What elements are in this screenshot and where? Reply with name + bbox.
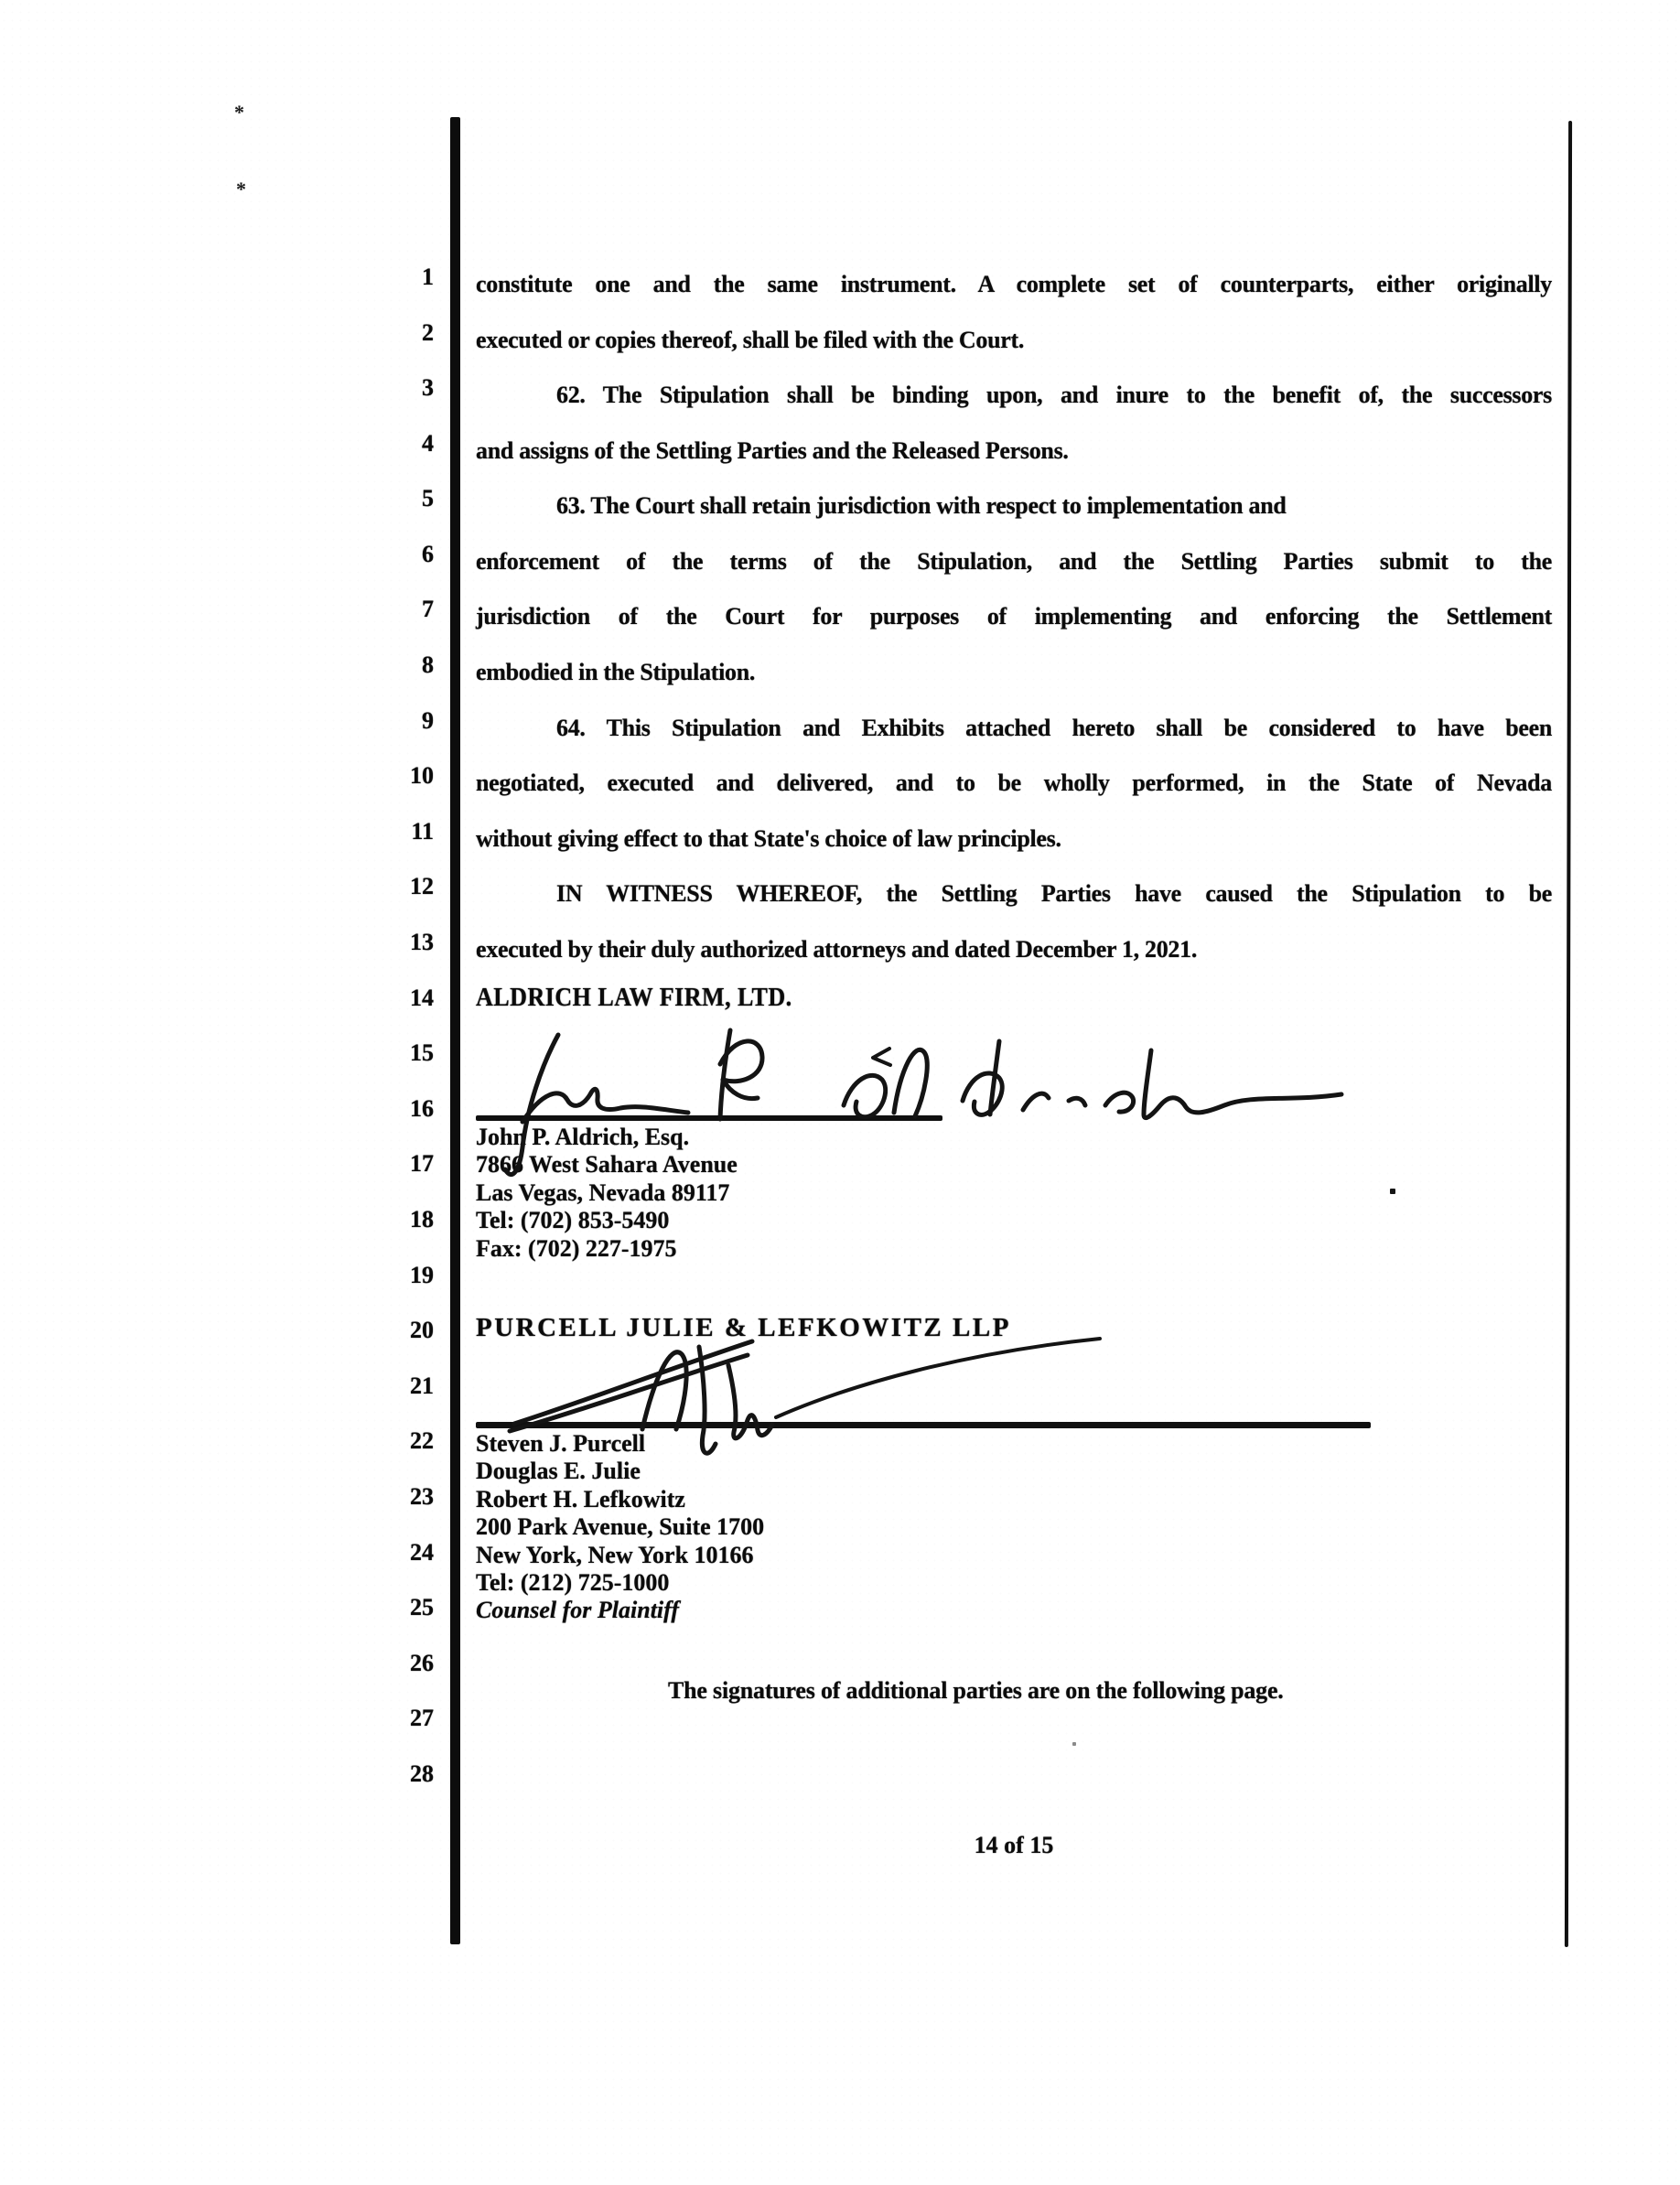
aldrich-fax: Fax: (702) 227-1975 [476, 1234, 677, 1262]
line-number-1: 1 [422, 264, 434, 290]
body-line-3: 62. The Stipulation shall be binding upon, and inure to the benefit of, the successors [556, 382, 1552, 408]
line-number-24: 24 [410, 1539, 434, 1566]
body-line-11: without giving effect to that State's choice of law principles. [476, 825, 1061, 852]
purcell-firm-name: PURCELL JULIE & LEFKOWITZ LLP [476, 1313, 1011, 1342]
line-number-4: 4 [422, 430, 434, 457]
line-number-10: 10 [410, 762, 434, 789]
body-line-13: executed by their duly authorized attorneys and dated December 1, 2021. [476, 936, 1198, 963]
line-number-28: 28 [410, 1760, 434, 1787]
purcell-tel: Tel: (212) 725-1000 [476, 1569, 670, 1597]
body-line-4: and assigns of the Settling Parties and the Released Persons. [476, 437, 1069, 464]
scan-speck [1390, 1189, 1395, 1194]
line-number-5: 5 [422, 485, 434, 511]
body-line-1: constitute one and the same instrument. A complete set of counterparts, either originally [476, 271, 1552, 297]
line-number-25: 25 [410, 1594, 434, 1620]
body-line-8: embodied in the Stipulation. [476, 659, 756, 685]
line-number-23: 23 [410, 1483, 434, 1510]
aldrich-attorney-name: John P. Aldrich, Esq. [476, 1124, 690, 1150]
body-line-9: 64. This Stipulation and Exhibits attached hereto shall be considered to have been [556, 715, 1552, 741]
purcell-attorney-2: Douglas E. Julie [476, 1458, 641, 1485]
line-number-3: 3 [422, 374, 434, 401]
aldrich-city: Las Vegas, Nevada 89117 [476, 1179, 730, 1206]
line-number-7: 7 [422, 596, 434, 622]
purcell-street: 200 Park Avenue, Suite 1700 [476, 1513, 765, 1541]
line-number-20: 20 [410, 1317, 434, 1343]
line-number-11: 11 [411, 818, 434, 845]
line-number-12: 12 [410, 873, 434, 899]
left-margin-rule [450, 117, 460, 1944]
page-number: 14 of 15 [974, 1832, 1054, 1858]
purcell-signature-image [505, 1327, 1109, 1480]
line-number-18: 18 [410, 1206, 434, 1232]
body-line-7: jurisdiction of the Court for purposes of implementing and enforcing the Settlement [476, 603, 1552, 630]
line-number-13: 13 [410, 929, 434, 955]
body-line-6: enforcement of the terms of the Stipulation, and the Settling Parties submit to the [476, 548, 1552, 575]
line-number-8: 8 [422, 651, 434, 678]
purcell-city: New York, New York 10166 [476, 1541, 754, 1568]
line-number-17: 17 [410, 1150, 434, 1177]
aldrich-street: 7866 West Sahara Avenue [476, 1151, 738, 1179]
continuation-note: The signatures of additional parties are on the following page. [668, 1677, 1284, 1704]
line-number-19: 19 [410, 1262, 434, 1288]
line-number-6: 6 [422, 541, 434, 567]
aldrich-signature-image [494, 1012, 1354, 1193]
margin-asterisk-mark-1: * [234, 101, 244, 124]
line-number-16: 16 [410, 1095, 434, 1122]
aldrich-tel: Tel: (702) 853-5490 [476, 1207, 670, 1234]
line-number-9: 9 [422, 707, 434, 734]
line-number-21: 21 [410, 1372, 434, 1399]
line-number-27: 27 [410, 1705, 434, 1731]
body-line-5: 63. The Court shall retain jurisdiction with respect to implementation and [556, 492, 1287, 519]
body-line-2: executed or copies thereof, shall be filed with the Court. [476, 327, 1025, 353]
purcell-attorney-1: Steven J. Purcell [476, 1430, 646, 1457]
line-number-22: 22 [410, 1427, 434, 1454]
margin-asterisk-mark-2: * [236, 178, 246, 200]
line-number-15: 15 [410, 1039, 434, 1066]
line-number-14: 14 [410, 985, 434, 1011]
purcell-attorney-3: Robert H. Lefkowitz [476, 1485, 685, 1512]
body-line-12: IN WITNESS WHEREOF, the Settling Parties have caused the Stipulation to be [556, 880, 1552, 907]
aldrich-firm-name: ALDRICH LAW FIRM, LTD. [476, 983, 792, 1012]
right-margin-rule [1565, 121, 1572, 1947]
scan-speck [1072, 1742, 1076, 1746]
body-line-10: negotiated, executed and delivered, and to be wholly performed, in the State of Nevada [476, 770, 1552, 796]
line-number-26: 26 [410, 1650, 434, 1676]
line-number-2: 2 [422, 319, 434, 346]
counsel-for-plaintiff-label: Counsel for Plaintiff [476, 1597, 680, 1624]
